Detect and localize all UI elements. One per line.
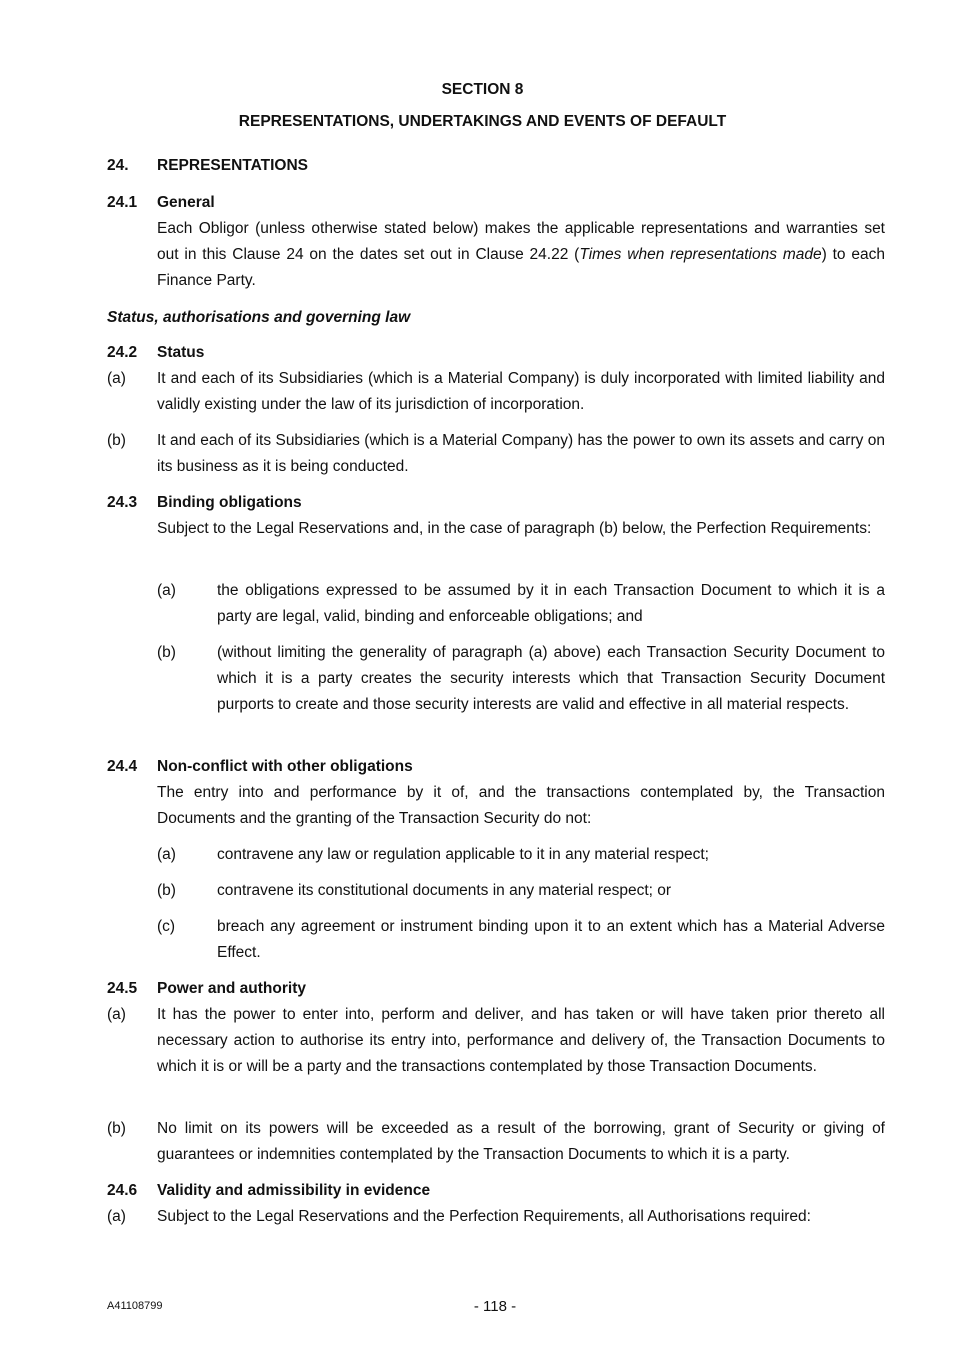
list-item-text: It and each of its Subsidiaries (which is a Material Company) is duly incorporated with limited liability and validly existing under the law of its jurisdiction of incorporation. <box>157 370 885 413</box>
list-item-text: contravene any law or regulation applicable to it in any material respect; <box>217 846 709 863</box>
clause-24-4-number: 24.4 <box>107 758 138 775</box>
list-label: (b) <box>107 432 126 449</box>
clause-24-4-title: Non-conflict with other obligations <box>157 758 413 775</box>
list-item-text: Subject to the Legal Reservations and the Perfection Requirements, all Authorisations required: <box>157 1208 811 1225</box>
list-item-text: the obligations expressed to be assumed by it in each Transaction Document to which it is a party are legal, valid, binding and enforceable obligations; and <box>217 582 885 625</box>
list-item-text: It has the power to enter into, perform and deliver, and has taken or will have taken prior thereto all necessary action to authorise its entry into, performance and delivery of, the Transaction Documents to which it is or will be a party and the transactions contemplated by those Transaction Documents. <box>157 1006 885 1075</box>
list-label: (c) <box>157 918 176 935</box>
clause-24-2-number: 24.2 <box>107 344 138 361</box>
list-item-text: contravene its constitutional documents in any material respect; or <box>217 882 672 899</box>
list-item-text: (without limiting the generality of paragraph (a) above) each Transaction Security Document to which it is a party creates the security interests which that Transaction Security Document purports to create and those security interests are valid and effective in all material respects. <box>217 644 885 713</box>
clause-title: REPRESENTATIONS <box>157 157 308 174</box>
list-label: (a) <box>107 370 126 387</box>
clause-24-1-number: 24.1 <box>107 194 138 211</box>
clause-24-4-intro: The entry into and performance by it of, and the transactions contemplated by, the Transaction Documents and the granting of the Transaction Security do not: <box>157 784 885 827</box>
clause-24-1-title: General <box>157 194 215 211</box>
subheading: Status, authorisations and governing law <box>107 309 411 326</box>
list-item-text: breach any agreement or instrument binding upon it to an extent which has a Material Adverse Effect. <box>217 918 885 961</box>
clause-24-3-number: 24.3 <box>107 494 138 511</box>
page-number: - 118 - <box>473 1298 517 1315</box>
clause-24-3-title: Binding obligations <box>157 494 302 511</box>
clause-24-5-number: 24.5 <box>107 980 138 997</box>
list-label: (a) <box>157 846 176 863</box>
list-label: (b) <box>157 644 176 661</box>
clause-number: 24. <box>107 157 129 174</box>
clause-24-2-title: Status <box>157 344 205 361</box>
list-item-text: No limit on its powers will be exceeded as a result of the borrowing, grant of Security or giving of guarantees or indemnities contemplated by the Transaction Documents to which it is a party. <box>157 1120 885 1163</box>
document-reference: A41108799 <box>107 1300 163 1312</box>
list-label: (b) <box>107 1120 126 1137</box>
section-title: REPRESENTATIONS, UNDERTAKINGS AND EVENTS OF DEFAULT <box>238 113 727 130</box>
list-label: (a) <box>107 1006 126 1023</box>
clause-24-3-intro: Subject to the Legal Reservations and, in the case of paragraph (b) below, the Perfection Requirements: <box>157 520 872 537</box>
list-label: (a) <box>107 1208 126 1225</box>
section-number: SECTION 8 <box>441 81 524 98</box>
clause-24-6-title: Validity and admissibility in evidence <box>157 1182 431 1199</box>
clause-24-1-text: Each Obligor (unless otherwise stated below) makes the applicable representations and warranties set out in this Clause 24 on the dates set out in Clause 24.22 (Times when representations made) to each Finance Party. <box>157 220 886 289</box>
clause-24-5-title: Power and authority <box>157 980 306 997</box>
list-label: (a) <box>157 582 176 599</box>
list-label: (b) <box>157 882 176 899</box>
clause-24-6-number: 24.6 <box>107 1182 138 1199</box>
list-item-text: It and each of its Subsidiaries (which is a Material Company) has the power to own its assets and carry on its business as it is being conducted. <box>157 432 885 475</box>
